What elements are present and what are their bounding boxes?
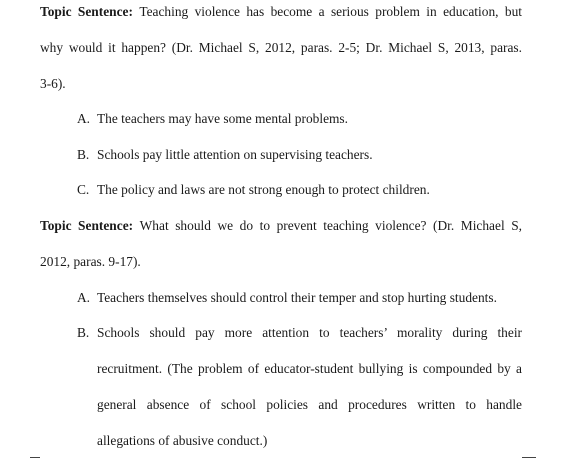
list-item: Schools pay little attention on supervising teachers.: [97, 147, 373, 162]
topic-sentence-1-line-2: why would it happen? (Dr. Michael S, 2012, paras. 2-5; Dr. Michael S, 2013, paras.: [40, 40, 522, 55]
list-marker: B.: [77, 147, 90, 162]
list-item-line: recruitment. (The problem of educator-student bullying is compounded by a: [97, 361, 522, 376]
topic-sentence-2-line-1: [40, 218, 522, 234]
page-corner-mark-left: [30, 457, 40, 458]
list-marker: B.: [77, 325, 90, 340]
topic-sentence-1-line-3: 3-6).: [40, 76, 66, 91]
topic-sentence-text: Teaching violence has become a serious problem in education, but: [139, 4, 522, 19]
topic-sentence-label: Topic Sentence:: [40, 218, 134, 233]
list-item: The policy and laws are not strong enough to protect children.: [97, 182, 430, 197]
list-item-line: allegations of abusive conduct.): [97, 433, 268, 448]
list-item: Teachers themselves should control their temper and stop hurting students.: [97, 290, 497, 305]
topic-sentence-label: Topic Sentence:: [40, 4, 133, 19]
list-marker: C.: [77, 182, 90, 197]
list-marker: A.: [77, 111, 91, 126]
page-corner-mark-right: [522, 457, 536, 458]
topic-sentence-2-line-2: 2012, paras. 9-17).: [40, 254, 141, 269]
list-item-line: Schools should pay more attention to teachers’ morality during their: [97, 325, 522, 340]
topic-sentence-1-line-1: [40, 4, 522, 20]
topic-sentence-text: What should we do to prevent teaching violence? (Dr. Michael S,: [139, 218, 523, 233]
list-marker: A.: [77, 290, 91, 305]
list-item-line: general absence of school policies and procedures written to handle: [97, 397, 522, 412]
list-item: The teachers may have some mental problems.: [97, 111, 348, 126]
